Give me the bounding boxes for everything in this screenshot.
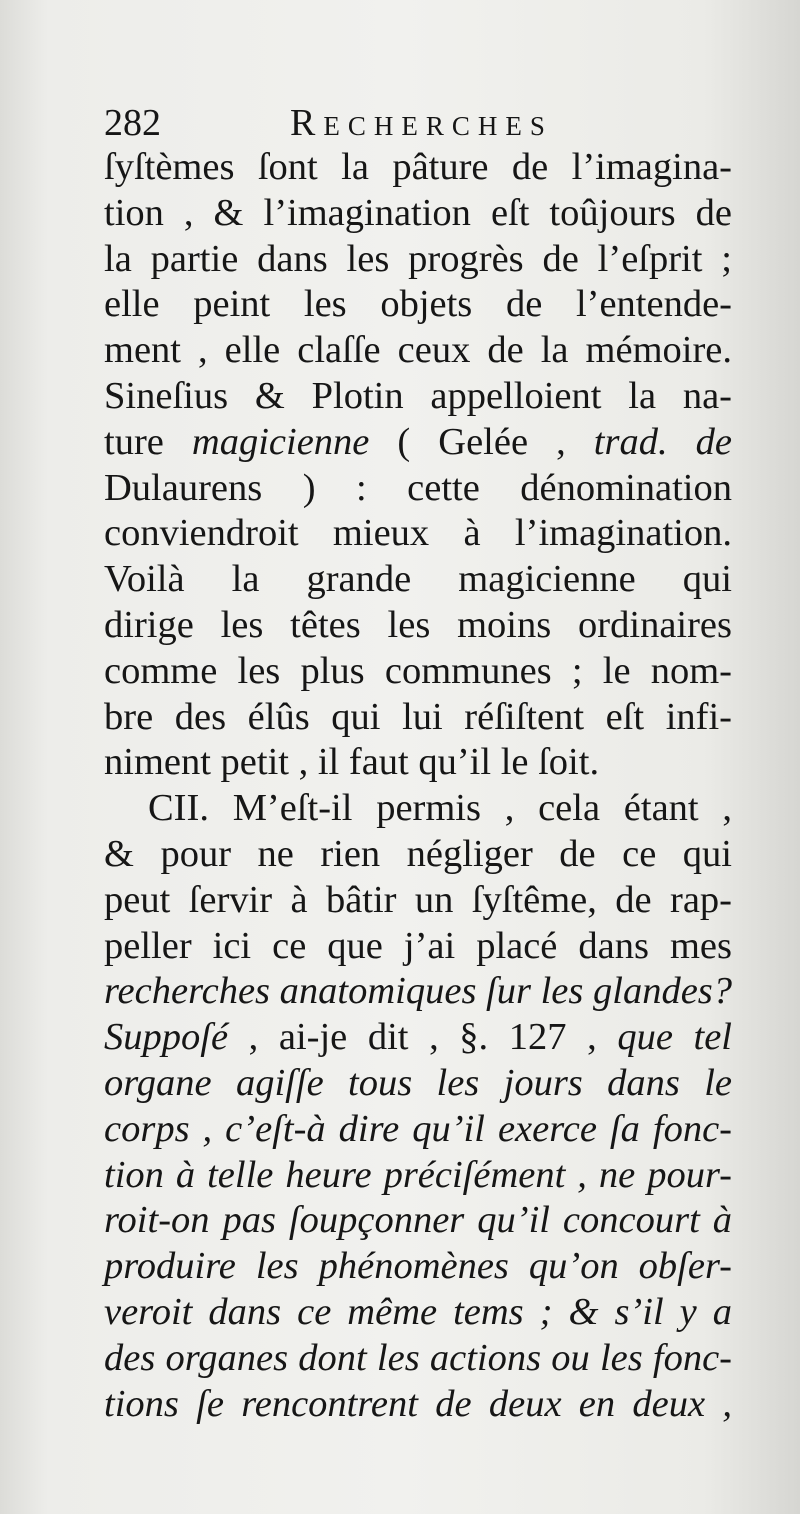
page-header [104,98,604,148]
text-line: conviendroit mieux à l’imagination. [104,512,732,555]
text-line: & pour ne rien négliger de ce qui [104,832,732,875]
body-text [104,145,732,1427]
text-line: bre des élûs qui lui réſiſtent eſt infi- [104,695,732,738]
text-line: elle peint les objets de l’entende- [104,283,732,326]
italic-line: corps , c’eſt-à dire qu’il exerce ſa fonc- [104,1107,732,1150]
running-title: Recherches [290,102,553,144]
text-line: Dulaurens ) : cette dénomination [104,466,732,509]
text-line [104,420,732,466]
text-line: tion , & l’imagination eſt toûjours de [104,191,732,234]
italic-line: tions ſe rencontrent de deux en deux , [104,1382,732,1425]
page-number: 282 [104,102,161,144]
italic-segment: que tel [617,1016,732,1059]
text-segment: ture [104,420,192,463]
text-line: peut ſervir à bâtir un ſyſtême, de rap- [104,878,732,921]
italic-line: tion à telle heure préciſément , ne pour- [104,1153,732,1196]
text-line: Sineſius & Plotin appelloient la na- [104,374,732,417]
text-line: la partie dans les progrès de l’eſprit ; [104,237,732,280]
text-line: comme les plus communes ; le nom- [104,649,732,692]
text-line: peller ici ce que j’ai placé dans mes [104,924,732,967]
italic-line: produire les phénomènes qu’on obſer- [104,1245,732,1288]
section-heading-line: CII. M’eſt-il permis , cela étant , [148,787,732,830]
text-segment: ( Gelée , [369,420,594,463]
text-line: niment petit , il faut qu’il le ſoit. [104,741,600,784]
text-segment: , ai-je dit , §. 127 , [228,1016,618,1059]
italic-line: recherches anatomiques ſur les glandes? [104,970,733,1013]
italic-segment: trad. de [593,420,732,463]
text-line: Voilà la grande magicienne qui [104,558,732,601]
text-line [104,1015,732,1061]
italic-segment: Suppoſé [104,1016,229,1059]
italic-line: roit-on pas ſoupçonner qu’il concourt à [104,1199,732,1242]
text-line: dirige les têtes les moins ordinaires [104,603,732,646]
text-line: ment , elle claſſe ceux de la mémoire. [104,329,732,372]
italic-line: des organes dont les actions ou les fonc- [104,1336,732,1379]
italic-line: organe agiſſe tous les jours dans le [104,1061,732,1104]
italic-segment: magicienne [191,420,370,463]
italic-line: veroit dans ce même tems ; & s’il y a [104,1290,732,1333]
text-line: ſyſtèmes ſont la pâture de l’imagina- [104,146,732,188]
